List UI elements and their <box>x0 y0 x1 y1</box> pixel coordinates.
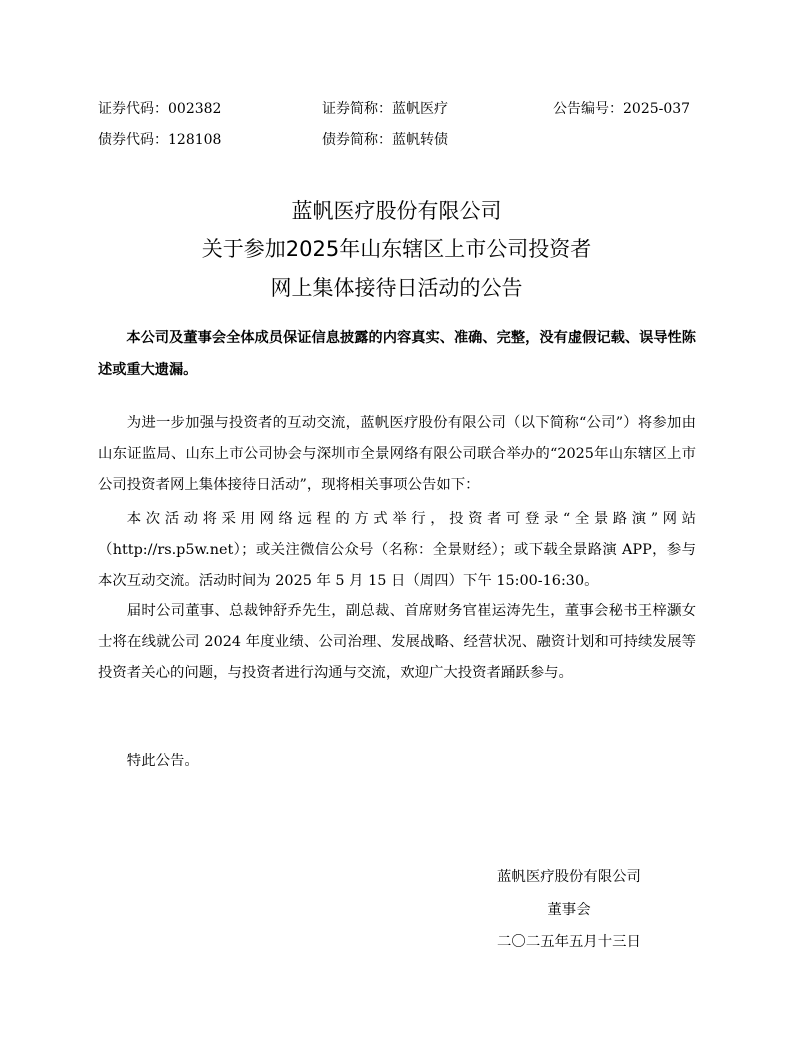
body-paragraph-participants: 届时公司董事、总裁钟舒乔先生，副总裁、首席财务官崔运涛先生，董事会秘书王梓灏女士将在线就公司 2024 年度业绩、公司治理、发展战略、经营状况、融资计划和可持续发展等投资者关心的问题，与投资者进行沟通与交流，欢迎广大投资者踊跃参与。 <box>98 603 696 681</box>
title-company: 蓝帆医疗股份有限公司 <box>291 199 502 223</box>
closing-line: 特此公告。 <box>126 753 199 769</box>
title-subject: 关于参加2025年山东辖区上市公司投资者 <box>201 237 592 261</box>
stock-name: 证券简称：蓝帆医疗 <box>322 101 448 117</box>
bond-name: 债券简称：蓝帆转债 <box>322 132 448 148</box>
body-paragraph-intro: 为进一步加强与投资者的互动交流，蓝帆医疗股份有限公司（以下简称“公司”）将参加由山东证监局、山东上市公司协会与深圳市全景网络有限公司联合举办的“2025年山东辖区上市公司投资者网上集体接待日活动”，现将相关事项公告如下： <box>98 415 696 493</box>
bond-code: 债券代码：128108 <box>98 132 222 148</box>
disclosure-statement: 本公司及董事会全体成员保证信息披露的内容真实、准确、完整，没有虚假记载、误导性陈述或重大遗漏。 <box>98 330 696 378</box>
signature-board: 董事会 <box>547 902 591 918</box>
signature-date: 二〇二五年五月十三日 <box>497 934 641 950</box>
body-paragraph-method: 本次活动将采用网络远程的方式举行，投资者可登录“全景路演”网站（http://rs.p5w.net）；或关注微信公众号（名称：全景财经）；或下载全景路演 APP，参与本次互动交流。活动时间为 2025 年 5 月 15 日（周四）下午 15:00-16:30。 <box>98 511 696 589</box>
announcement-number: 公告编号：2025-037 <box>553 101 691 117</box>
signature-company: 蓝帆医疗股份有限公司 <box>497 869 641 885</box>
stock-code: 证券代码：002382 <box>98 101 222 117</box>
title-event: 网上集体接待日活动的公告 <box>270 276 523 300</box>
